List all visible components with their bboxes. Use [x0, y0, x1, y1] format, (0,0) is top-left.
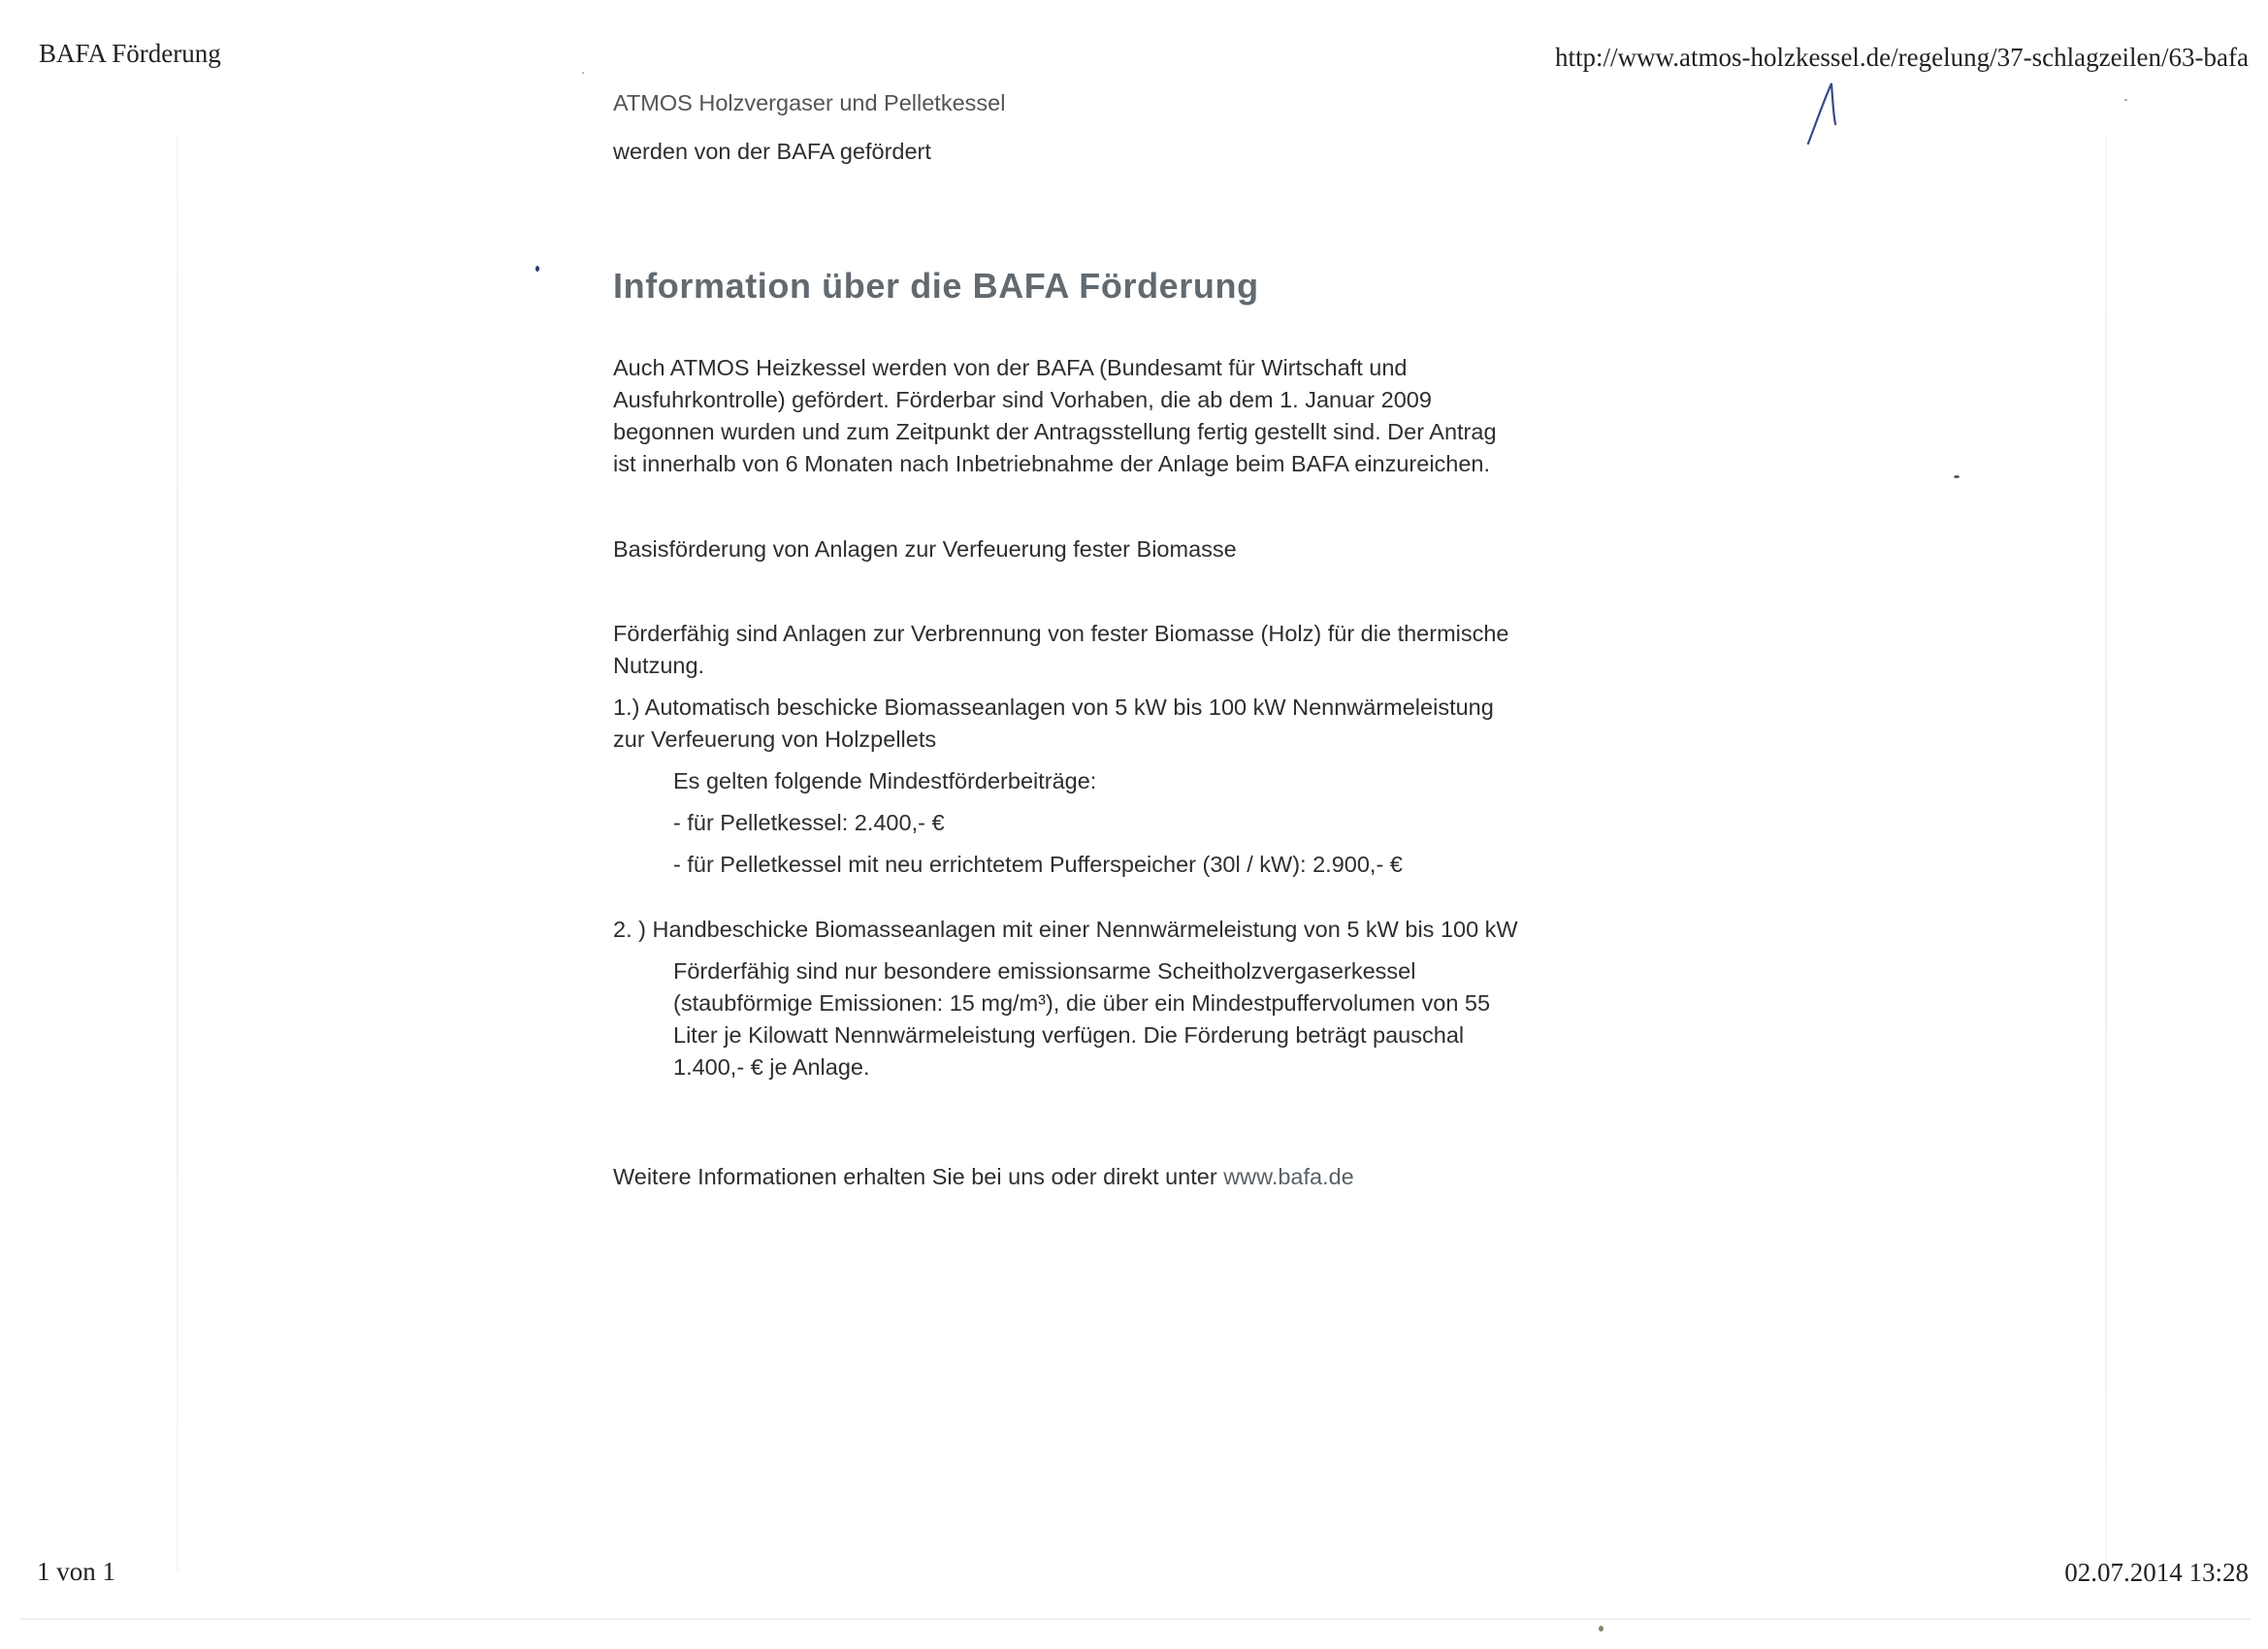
scan-speck [2124, 99, 2127, 101]
scan-speck [1954, 475, 1960, 478]
list-item-manual-detail: Förderfähig sind nur besondere emissionsarme Scheitholzvergaserkessel (staubförmige Emissionen: 15 mg/m³), die über ein Mindestpuffervolumen von 55 Liter je Kilowatt Nennwärmeleistung verfügen. Die Förderung beträgt pauschal 1.400,- € je Anlage. [673, 958, 1491, 1080]
funding-bullet-pufferspeicher: - für Pelletkessel mit neu errichtetem Pufferspeicher (30l / kW): 2.900,- € [673, 852, 1403, 877]
scan-edge-left [177, 136, 178, 1571]
scan-edge-right [2105, 136, 2107, 1571]
cut-off-line-text: ATMOS Holzvergaser und Pelletkessel [613, 90, 1006, 115]
list-item-automatic: 1.) Automatisch beschicke Biomasseanlagen von 5 kW bis 100 kW Nennwärmeleistung zur Verfeuerung von Holzpellets [613, 695, 1494, 752]
cut-off-line [613, 90, 1525, 134]
more-info-text: Weitere Informationen erhalten Sie bei uns oder direkt unter [613, 1164, 1217, 1189]
funding-bullet-pelletkessel: - für Pelletkessel: 2.400,- € [673, 810, 945, 835]
funding-intro: Es gelten folgende Mindestförderbeiträge: [673, 768, 1097, 793]
intro-text: werden von der BAFA gefördert [613, 139, 931, 164]
sub-heading-basisfoerderung: Basisförderung von Anlagen zur Verfeuerung fester Biomasse [613, 536, 1237, 562]
scan-edge-bottom [19, 1618, 2251, 1620]
print-footer-datetime: 02.07.2014 13:28 [2064, 1558, 2249, 1587]
paragraph-general: Auch ATMOS Heizkessel werden von der BAFA (Bundesamt für Wirtschaft und Ausfuhrkontrolle) gefördert. Förderbar sind Vorhaben, die ab dem 1. Januar 2009 begonnen wurden und zum Zeitpunkt der Antragsstellung fertig gestellt sind. Der Antrag ist innerhalb von 6 Monaten nach Inbetriebnahme der Anlage beim BAFA einzureichen. [613, 355, 1497, 476]
bafa-link[interactable]: www.bafa.de [1223, 1164, 1354, 1189]
scan-speck [535, 266, 539, 272]
handwritten-number-mark [1806, 80, 1845, 147]
scan-speck [1599, 1626, 1604, 1632]
more-info-line [613, 1161, 1525, 1193]
print-header-url: http://www.atmos-holzkessel.de/regelung/37-schlagzeilen/63-bafa [1554, 43, 2249, 72]
list-item-manual: 2. ) Handbeschicke Biomasseanlagen mit einer Nennwärmeleistung von 5 kW bis 100 kW [613, 917, 1518, 942]
list-item-automatic-details [613, 765, 1525, 881]
article-content [613, 90, 1525, 1193]
print-footer-page-number: 1 von 1 [37, 1557, 115, 1586]
page-heading: Information über die BAFA Förderung [613, 266, 1259, 306]
scan-speck [582, 72, 584, 74]
print-header-title: BAFA Förderung [39, 39, 221, 68]
paragraph-eligibility: Förderfähig sind Anlagen zur Verbrennung von fester Biomasse (Holz) für die thermische Nutzung. [613, 621, 1509, 678]
